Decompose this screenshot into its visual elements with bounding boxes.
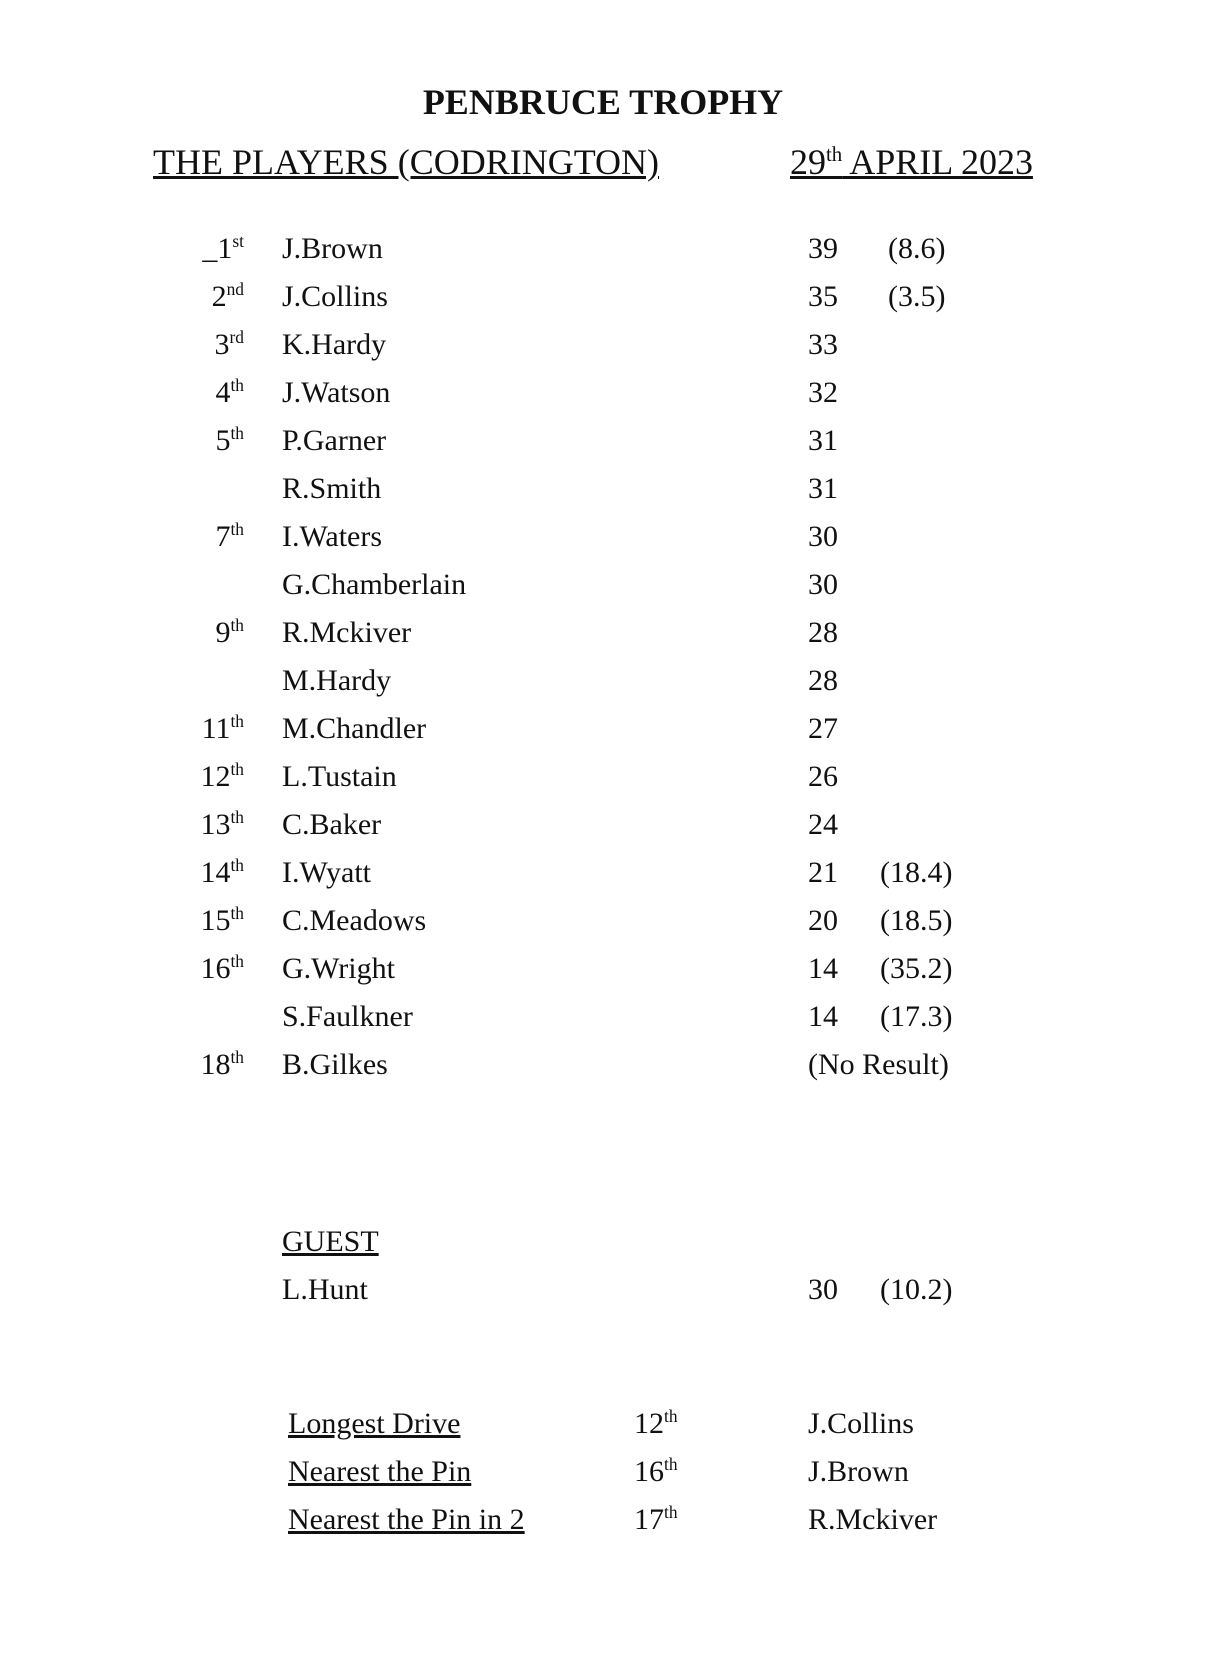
prize-label: Longest Drive — [288, 1407, 461, 1440]
result-row — [0, 277, 1212, 317]
player-name: M.Chandler — [282, 712, 427, 745]
player-score: 26 — [808, 760, 838, 793]
player-name: B.Gilkes — [282, 1048, 388, 1081]
player-name: R.Mckiver — [282, 616, 412, 649]
result-row — [0, 469, 1212, 509]
player-score: 39 — [808, 232, 838, 265]
player-note: (35.2) — [880, 952, 953, 985]
result-row — [0, 949, 1212, 989]
player-score: 35 — [808, 280, 838, 313]
position: 4th — [215, 375, 244, 409]
result-row — [0, 421, 1212, 461]
position: 15th — [200, 903, 244, 937]
player-score: 30 — [808, 1273, 838, 1306]
result-row — [0, 901, 1212, 941]
result-row — [0, 613, 1212, 653]
result-row — [0, 661, 1212, 701]
result-row — [0, 1045, 1212, 1085]
position: 16th — [200, 951, 244, 985]
player-score: 20 — [808, 904, 838, 937]
position: 2nd — [211, 279, 244, 313]
position: 11th — [201, 711, 244, 745]
player-note: (18.4) — [880, 856, 953, 889]
player-score: 14 — [808, 952, 838, 985]
result-row — [0, 805, 1212, 845]
date-day: 29 — [790, 142, 826, 182]
player-name: G.Chamberlain — [282, 568, 467, 601]
player-score: (No Result) — [808, 1048, 949, 1081]
player-name: J.Brown — [282, 232, 383, 265]
position: _1st — [202, 231, 244, 265]
venue-heading: THE PLAYERS (CODRINGTON) — [153, 142, 660, 182]
player-score: 31 — [808, 472, 838, 505]
player-score: 30 — [808, 568, 838, 601]
prize-winner: J.Collins — [808, 1407, 914, 1440]
position: 5th — [215, 423, 244, 457]
player-name: J.Collins — [282, 280, 388, 313]
player-score: 28 — [808, 616, 838, 649]
result-row — [0, 517, 1212, 557]
player-score: 32 — [808, 376, 838, 409]
prize-label: Nearest the Pin in 2 — [288, 1503, 525, 1536]
prize-label: Nearest the Pin — [288, 1455, 472, 1488]
result-row — [0, 709, 1212, 749]
document-title: PENBRUCE TROPHY — [422, 82, 784, 122]
player-name: G.Wright — [282, 952, 395, 985]
date-rest: APRIL 2023 — [842, 142, 1033, 182]
player-name: S.Faulkner — [282, 1000, 413, 1033]
position: 14th — [200, 855, 244, 889]
position: 3rd — [214, 327, 244, 361]
player-name: I.Wyatt — [282, 856, 371, 889]
date-heading — [790, 144, 1033, 180]
player-score: 30 — [808, 520, 838, 553]
player-name: J.Watson — [282, 376, 391, 409]
player-score: 14 — [808, 1000, 838, 1033]
player-name: L.Tustain — [282, 760, 397, 793]
prize-winner: R.Mckiver — [808, 1503, 938, 1536]
prize-row — [0, 1404, 1212, 1444]
player-name: P.Garner — [282, 424, 387, 457]
position: 9th — [215, 615, 244, 649]
position: 7th — [215, 519, 244, 553]
player-score: 33 — [808, 328, 838, 361]
player-name: L.Hunt — [282, 1273, 368, 1306]
prize-row — [0, 1500, 1212, 1540]
guest-heading: GUEST — [282, 1225, 379, 1258]
position: 18th — [200, 1047, 244, 1081]
result-row — [0, 997, 1212, 1037]
player-score: 24 — [808, 808, 838, 841]
result-row — [0, 757, 1212, 797]
position: 12th — [200, 759, 244, 793]
player-name: K.Hardy — [282, 328, 387, 361]
player-name: M.Hardy — [282, 664, 392, 697]
player-score: 28 — [808, 664, 838, 697]
date-day-suffix: th — [826, 142, 843, 167]
player-note: (17.3) — [880, 1000, 953, 1033]
prize-hole: 12th — [634, 1406, 678, 1440]
result-row — [0, 373, 1212, 413]
result-row — [0, 229, 1212, 269]
player-name: R.Smith — [282, 472, 382, 505]
player-note: (10.2) — [880, 1273, 953, 1306]
position: 13th — [200, 807, 244, 841]
player-note: (18.5) — [880, 904, 953, 937]
prize-hole: 16th — [634, 1454, 678, 1488]
prize-winner: J.Brown — [808, 1455, 909, 1488]
prize-row — [0, 1452, 1212, 1492]
player-score: 21 — [808, 856, 838, 889]
player-note: (3.5) — [888, 280, 946, 313]
guest-row — [0, 1270, 1212, 1310]
result-row — [0, 565, 1212, 605]
player-note: (8.6) — [888, 232, 946, 265]
player-name: C.Meadows — [282, 904, 427, 937]
player-name: I.Waters — [282, 520, 383, 553]
result-row — [0, 325, 1212, 365]
player-score: 27 — [808, 712, 838, 745]
result-row — [0, 853, 1212, 893]
prize-hole: 17th — [634, 1502, 678, 1536]
player-score: 31 — [808, 424, 838, 457]
player-name: C.Baker — [282, 808, 382, 841]
